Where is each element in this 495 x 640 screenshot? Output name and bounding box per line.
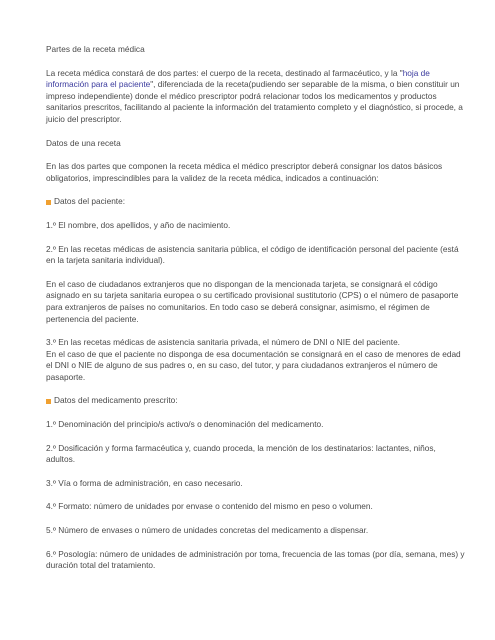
patient-data-heading	[46, 196, 465, 208]
medication-item-3: 3.º Vía o forma de administración, en caso necesario.	[46, 477, 243, 488]
medication-item-6: 6.º Posología: número de unidades de administración por toma, frecuencia de las tomas (por día, semana, mes) y duración total del tratamiento.	[46, 548, 465, 571]
patient-data-heading-text: Datos del paciente:	[54, 196, 126, 207]
datos-intro-paragraph: En las dos partes que componen la receta médica el médico prescriptor deberá consignar los datos básicos obligatorios, imprescindibles para la validez de la receta médica, indicados a continuación:	[46, 161, 443, 183]
page-title: Partes de la receta médica	[46, 44, 145, 54]
medication-item-1: 1.º Denominación del principio/s activo/s o denominación del medicamento.	[46, 419, 324, 430]
patient-item-1: 1.º El nombre, dos apellidos, y año de nacimiento.	[46, 219, 231, 230]
intro-text-1: La receta médica constará de dos partes: el cuerpo de la receta, destinado al farmacéutico, y la "	[46, 67, 403, 78]
medication-item-4: 4.º Formato: número de unidades por envase o contenido del mismo en peso o volumen.	[46, 501, 373, 512]
patient-item-3: 3.º En las recetas médicas de asistencia sanitaria privada, el número de DNI o NIE del paciente.	[46, 337, 400, 348]
patient-info-sheet-link[interactable]: hoja de información para el paciente	[46, 67, 430, 90]
section-heading-datos: Datos de una receta	[46, 137, 121, 148]
medication-data-heading	[46, 395, 465, 407]
patient-item-minors: En el caso de que el paciente no disponga de esa documentación se consignará en el caso de menores de edad el DNI o NIE de alguno de sus padres o, en su caso, del tutor, y para ciudadanos extranjeros el número de pasaporte.	[46, 348, 461, 382]
intro-text-2: ", diferenciada de la receta(pudiendo ser separable de la misma, o bien constituir un impreso independiente) donde el médico prescriptor podrá relacionar todos los medicamentos y productos sanitarios prescritos, facilitando al paciente la información del tratamiento completo y el diagnóstico, si procede, a juicio del prescriptor.	[46, 79, 463, 124]
intro-paragraph	[46, 68, 465, 126]
bullet-icon	[46, 399, 51, 404]
medication-data-heading-text: Datos del medicamento prescrito:	[54, 395, 178, 406]
patient-item-foreign: En el caso de ciudadanos extranjeros que no dispongan de la mencionada tarjeta, se consignará el código asignado en su tarjeta sanitaria europea o su certificado provisional sustitutorio (CPS) o el número de pasaporte para extranjeros de países no comunitarios. En todo caso se deberá consignar, asimismo, el régimen de pertenencia del paciente.	[46, 278, 459, 324]
patient-item-2: 2.º En las recetas médicas de asistencia sanitaria pública, el código de identificación personal del paciente (está en la tarjeta sanitaria individual).	[46, 243, 459, 266]
medication-item-2: 2.º Dosificación y forma farmacéutica y, cuando proceda, la mención de los destinatarios: lactantes, niños, adultos.	[46, 442, 436, 465]
bullet-icon	[46, 200, 51, 205]
medication-item-5: 5.º Número de envases o número de unidades concretas del medicamento a dispensar.	[46, 525, 369, 536]
